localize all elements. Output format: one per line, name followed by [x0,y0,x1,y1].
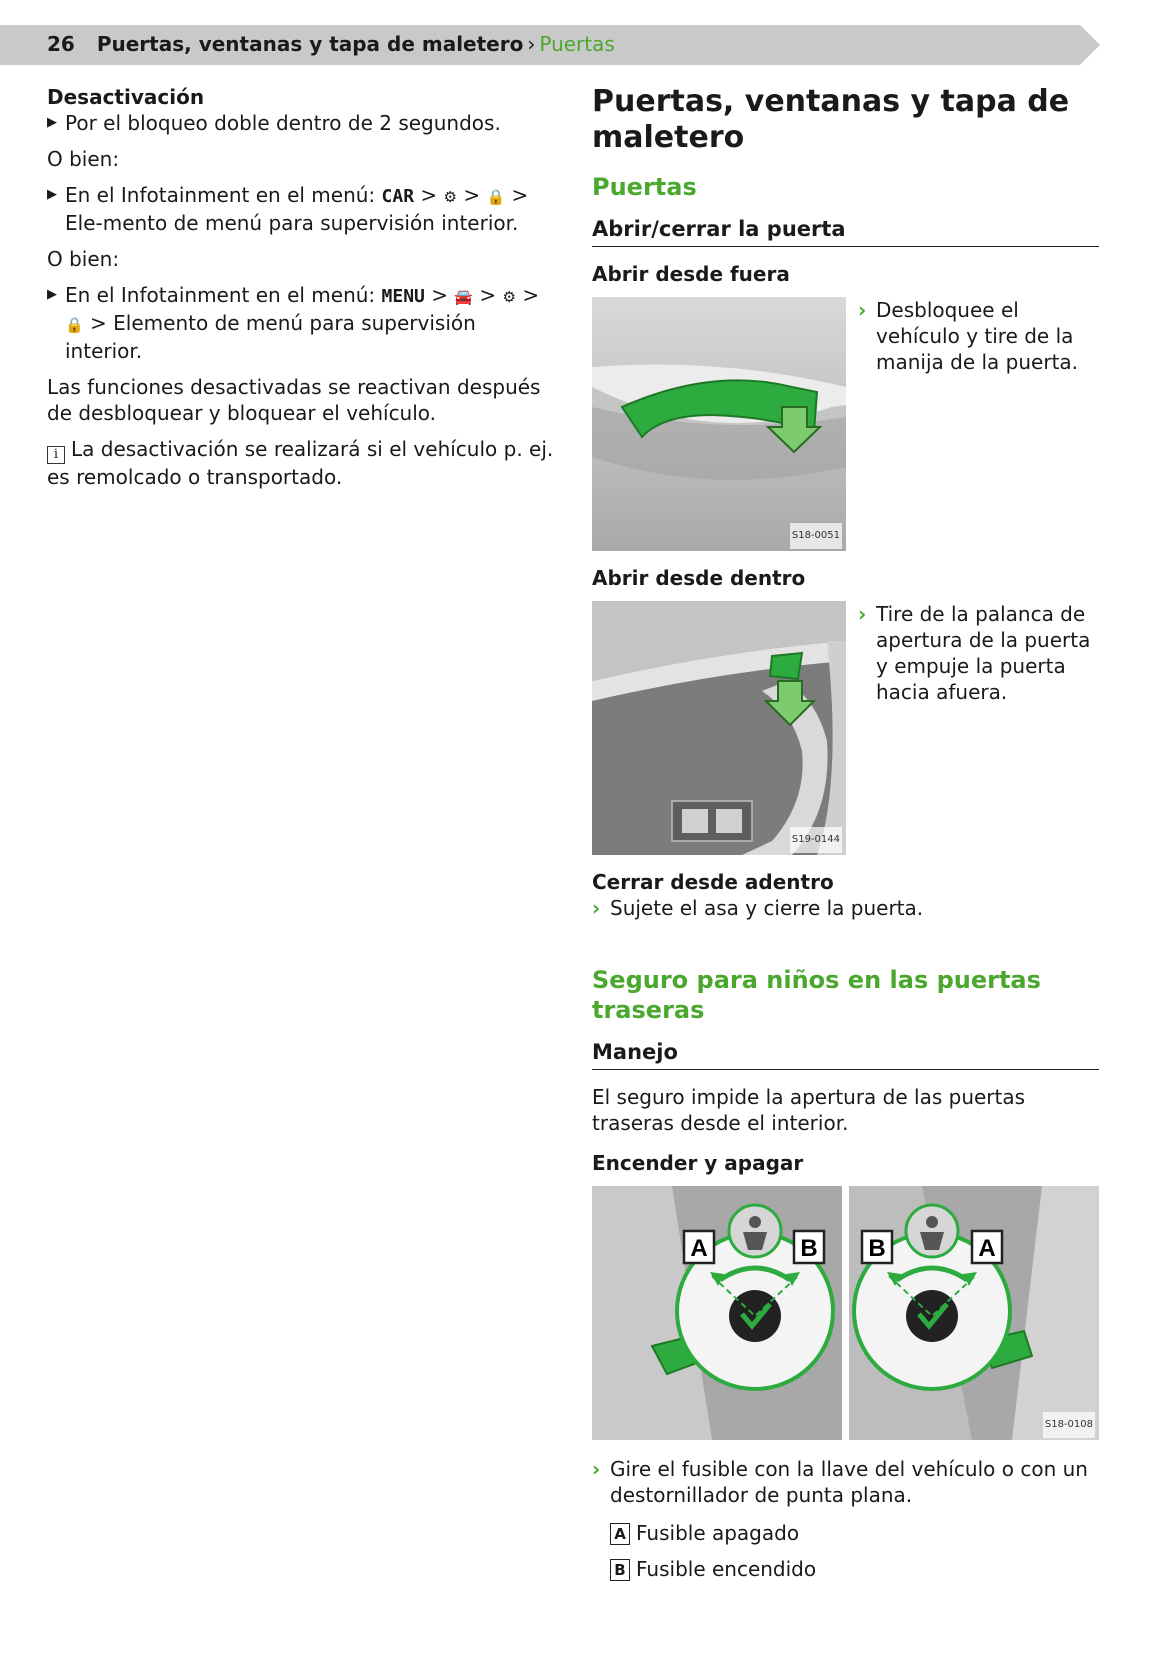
gear-icon: ⚙ [502,288,516,306]
label-b-right-text: B [868,1235,886,1262]
header-text [47,32,615,56]
chapter-title: Puertas, ventanas y tapa de maletero [96,32,524,56]
car-key-label: CAR [381,186,415,207]
turn-text: Gire el fusible con la llave del vehículo o con un destornillador de punta plana. [610,1457,1088,1507]
info-note-icon: i [47,446,65,464]
step-chevron-icon: › [592,1457,601,1481]
page-number: 26 [47,32,75,56]
bullet-double-lock [47,110,557,136]
figure-row-outside [592,297,1099,551]
figure-code: S18-0108 [1043,1412,1095,1438]
heading-close-inside: Cerrar desde adentro [592,870,834,894]
legend-b-key: B [610,1559,630,1581]
menu-arrow-icon: > [479,283,497,307]
car-icon: 🚘 [454,288,474,306]
close-text: Sujete el asa y cierre la puerta. [610,896,924,920]
menu-arrow-icon: > [420,183,438,207]
handling-text: El seguro impide la apertura de las puertas traseras desde el interior. [592,1085,1026,1135]
menu-arrow-icon: > [522,283,540,307]
legend-a [610,1520,1099,1546]
label-a-right-text: A [978,1235,996,1262]
legend-a-key: A [610,1523,630,1545]
step-chevron-icon: › [858,602,867,626]
label-b-left [794,1231,824,1263]
lock-icon: 🔒 [486,188,506,206]
menu-arrow-icon: > [463,183,481,207]
figure-code: S18-0051 [790,523,842,549]
breadcrumb-separator: › [527,32,536,56]
note [47,436,557,490]
inside-lever-illustration [592,601,846,855]
or-text: O bien: [47,247,120,271]
menu-arrow-icon: > [90,311,107,335]
bullet-triangle-icon: ▶ [47,287,57,302]
outside-instruction [858,297,1099,375]
label-b-left-text: B [800,1235,818,1262]
bullet-text: Por el bloqueo doble dentro de 2 segundos. [65,111,501,135]
figure-code: S19-0144 [790,827,842,853]
figure-child-lock [592,1186,1099,1440]
turn-instruction [592,1456,1099,1508]
bullet-triangle-icon: ▶ [47,187,57,202]
label-a-left [684,1231,714,1263]
bullet-suffix: Ele-mento de menú para supervisión interior. [65,211,519,235]
figure-row-inside [592,601,1099,855]
legend-a-text: Fusible apagado [636,1521,800,1545]
label-a-left-text: A [690,1235,708,1262]
bullet-triangle-icon: ▶ [47,115,57,130]
menu-arrow-icon: > [511,183,529,207]
bullet-prefix: En el Infotainment en el menú: [65,283,376,307]
outside-text: Desbloquee el vehículo y tire de la manija de la puerta. [876,298,1079,374]
section-heading-doors: Puertas [592,173,697,201]
section-heading-child-lock: Seguro para niños en las puertas traseras [592,966,1041,1024]
bullet-suffix: Elemento de menú para supervisión interior. [65,311,476,363]
heading-on-off: Encender y apagar [592,1151,804,1175]
bullet-prefix: En el Infotainment en el menú: [65,183,376,207]
outside-handle-illustration [592,297,846,551]
bullet-infotainment-car [47,182,557,236]
or-text: O bien: [47,147,120,171]
heading-open-outside: Abrir desde fuera [592,262,790,286]
menu-key-label: MENU [381,286,425,307]
inside-instruction [858,601,1099,705]
chapter-heading: Puertas, ventanas y tapa de maletero [592,84,1070,155]
section-breadcrumb: Puertas [539,32,615,56]
label-a-right [972,1231,1002,1263]
label-b-right [862,1231,892,1263]
figure-outside-handle [592,297,846,551]
subsection-heading-handling: Manejo [592,1039,1099,1070]
deactivation-heading: Desactivación [47,85,205,109]
subsection-heading-open-close: Abrir/cerrar la puerta [592,216,1099,247]
child-lock-illustration [592,1186,1099,1440]
step-chevron-icon: › [592,896,601,920]
bullet-infotainment-menu [47,282,557,364]
heading-open-inside: Abrir desde dentro [592,566,806,590]
gear-icon: ⚙ [443,188,457,206]
reactivation-text: Las funciones desactivadas se reactivan después de desbloquear y bloquear el vehículo. [47,375,541,425]
close-block [592,869,1099,921]
close-instruction [592,895,1099,921]
inside-text: Tire de la palanca de apertura de la puerta y empuje la puerta hacia afuera. [876,602,1091,704]
right-column [592,84,1099,1592]
legend-b-text: Fusible encendido [636,1557,817,1581]
step-chevron-icon: › [858,298,867,322]
figure-inside-lever [592,601,846,855]
left-column [47,84,557,500]
legend-b [610,1556,1099,1582]
lock-icon: 🔒 [65,316,84,334]
note-text: La desactivación se realizará si el vehículo p. ej. es remolcado o transportado. [47,437,554,489]
page-header [0,25,1100,65]
menu-arrow-icon: > [431,283,449,307]
